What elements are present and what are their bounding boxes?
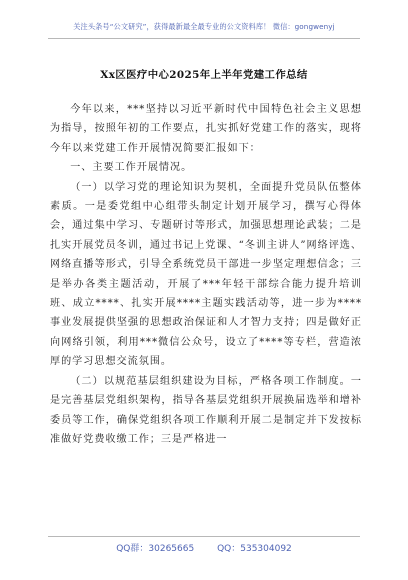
document-body [50, 100, 362, 449]
footer-contacts [0, 541, 408, 554]
qq-group-number: QQ群：30265665 [116, 544, 195, 554]
document-title: Xx区医疗中心2025年上半年党建工作总结 [100, 69, 308, 81]
header-divider [48, 38, 360, 39]
body-paragraph: （一）以学习党的理论知识为契机，全面提升党员队伍整体素质。一是委党组中心组带头制定计划开展学习，撰写心得体会，通过集中学习、专题研讨等形式，加强思想理论武装；二是扎实开展党员冬训，通过书记上党课、“冬训主讲人”网络评选、网络直播等形式，引导全系统党员干部进一步坚定理想信念；三是举办各类主题活动，开展了***年轻干部综合能力提升培训班、成立****、扎实开展****主题实践活动等，进一步为****事业发展提供坚强的思想政治保证和人才智力支持；四是做好正向网络引领，利用***微信公众号，设立了****等专栏，营造浓厚的学习思想交流氛围。 [50, 181, 362, 368]
section-heading: 一、主要工作开展情况。 [70, 162, 193, 174]
header-banner: 关注头条号“公文研究”，获得最新最全最专业的公文资料库！ 微信：gongwenyj [73, 22, 335, 31]
qq-number: QQ：535304092 [217, 544, 292, 554]
intro-paragraph: 今年以来，***坚持以习近平新时代中国特色社会主义思想为指导，按照年初的工作要点，扎实抓好党建工作的落实，现将今年以来党建工作开展情况简要汇报如下： [50, 104, 362, 154]
footer-divider [48, 536, 360, 537]
body-paragraph: （二）以规范基层组织建设为目标，严格各项工作制度。一是完善基层党组织架构，指导各基层党组织开展换届选举和增补委员等工作，确保党组织各项工作顺利开展二是制定并下发按标准做好党费收缴工作；三是严格进一 [50, 375, 362, 445]
